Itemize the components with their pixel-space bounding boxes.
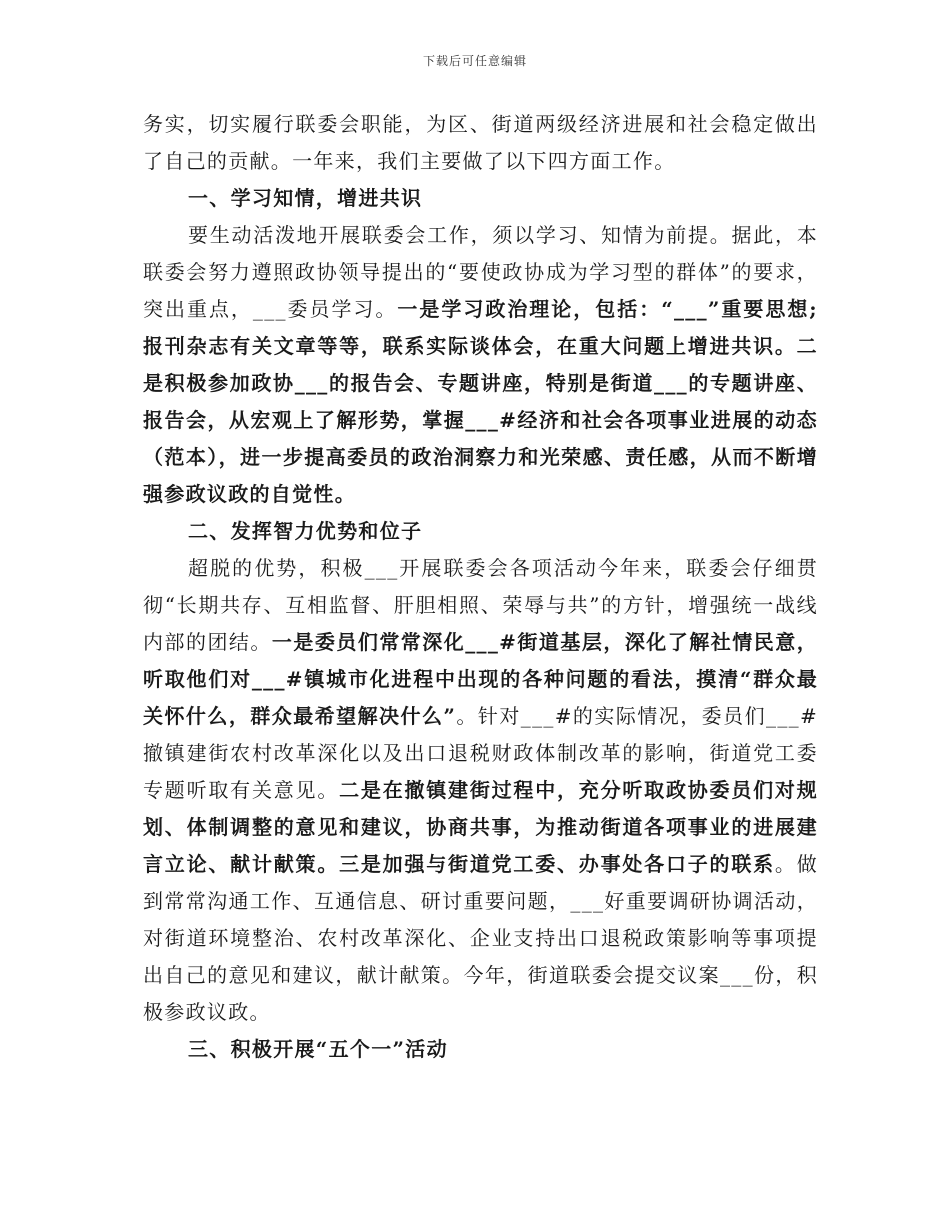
paragraph-advantage-text-1: 超脱的优势，积极___开展联委会各项活动今年来，联委会仔细贯彻“长期共存、互相监督、肝胆相照、荣辱与共”的方针，增强统一战线内部的团结。 bbox=[143, 556, 818, 654]
paragraph-advantage bbox=[143, 550, 818, 1031]
section-heading-1: 一、学习知情，增进共识 bbox=[188, 186, 423, 210]
paragraph-study-text: 要生动活泼地开展联委会工作，须以学习、知情为前提。据此，本联委会努力遵照政协领导提出的“要使政协成为学习型的群体”的要求，突出重点，___委员学习。 bbox=[143, 223, 818, 321]
paragraph-study-bold: 一是学习政治理论，包括：“___”重要思想;报刊杂志有关文章等等，联系实际谈体会，在重大问题上增进共识。二是积极参加政协___的报告会、专题讲座，特别是街道___的专题讲座、报告会，从宏观上了解形势，掌握___#经济和社会各项事业进展的动态（范本），进一步提高委员的政治洞察力和光荣感、责任感，从而不断增强参政议政的自觉性。 bbox=[143, 297, 818, 506]
paragraph-study bbox=[143, 217, 818, 513]
paragraph-advantage-bold-1: 一是委员们常常深化___#街道基层，深化了解社情民意，听取他们对___#镇城市化进程中出现的各种问题的看法，摸清“群众最关怀什么，群众最希望解决什么” bbox=[143, 630, 818, 728]
page-header: 下载后可任意编辑 bbox=[422, 54, 527, 68]
paragraph-intro-continued: 务实，切实履行联委会职能，为区、街道两级经济进展和社会稳定做出了自己的贡献。一年来，我们主要做了以下四方面工作。 bbox=[143, 112, 818, 173]
section-heading-2: 二、发挥智力优势和位子 bbox=[188, 519, 423, 543]
paragraph-advantage-bold-2: 二是在撤镇建街过程中，充分听取政协委员们对规划、体制调整的意见和建议，协商共事，为推动街道各项事业的进展建言立论、献计献策。三是加强与街道党工委、办事处各口子的联系 bbox=[143, 778, 818, 876]
document-body bbox=[143, 106, 818, 1068]
paragraph-advantage-text-2: 。针对___#的实际情况，委员们___#撤镇建街农村改革深化以及出口退税财政体制改革的影响，街道党工委专题听取有关意见。 bbox=[143, 704, 818, 802]
paragraph-advantage-text-3: 。做到常常沟通工作、互通信息、研讨重要问题，___好重要调研协调活动，对街道环境整治、农村改革深化、企业支持出口退税政策影响等事项提出自己的意见和建议，献计献策。今年，街道联委会提交议案___份，积极参政议政。 bbox=[143, 852, 818, 1024]
section-heading-3: 三、积极开展“五个一”活动 bbox=[188, 1037, 448, 1061]
